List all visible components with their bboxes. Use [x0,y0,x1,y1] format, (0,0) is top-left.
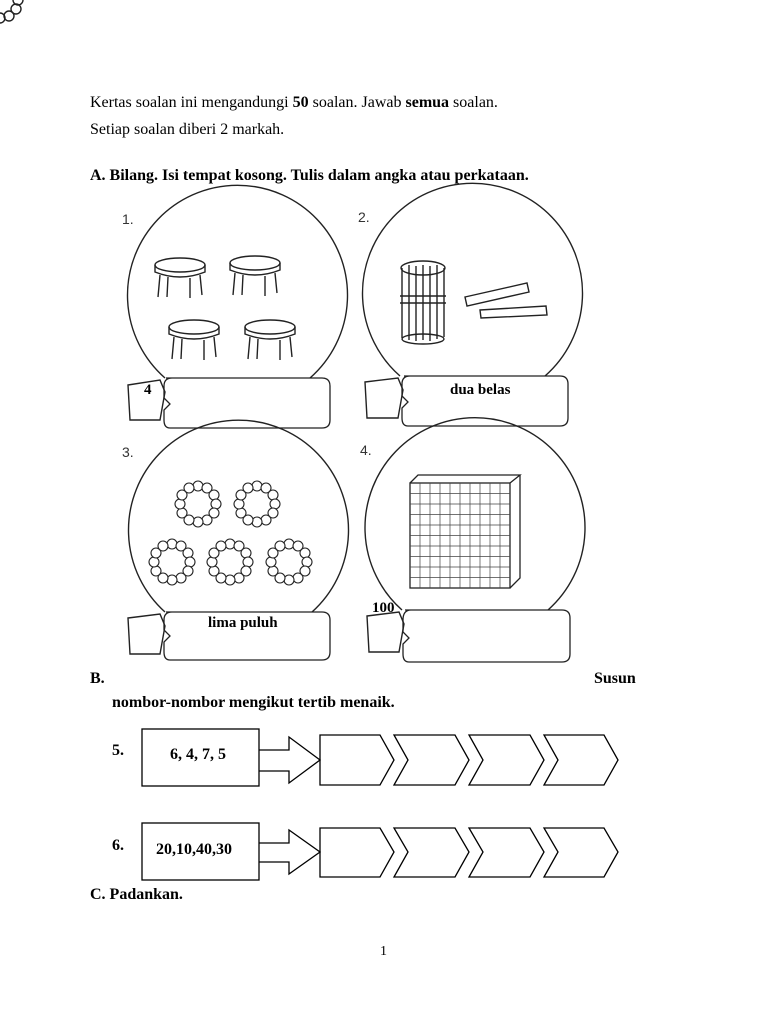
exercise-number-4: 4. [360,442,372,458]
given-value-4: 100 [372,600,395,616]
section-c-heading: C. Padankan. [90,886,183,903]
answer-slot [544,735,618,785]
section-b-instruction: nombor-nombor mengikut tertib menaik. [112,694,395,711]
section-b-label: B. [90,670,105,687]
answer-slot [320,828,394,877]
arrow-icon [259,737,320,783]
intro-line-1: Kertas soalan ini mengandungi 50 soalan. Jawab semua soalan. [90,94,498,111]
answer-slot [469,735,544,785]
section-a-heading: A. Bilang. Isi tempat kosong. Tulis dalam angka atau perkataan. [90,167,529,184]
question-count: 50 [292,94,309,111]
page-number: 1 [380,944,387,959]
answer-slot [320,735,394,785]
answer-slot [544,828,618,877]
given-value-1: 4 [144,382,152,398]
arrow-icon [259,830,320,874]
answer-slot [394,828,469,877]
given-numbers-6: 20,10,40,30 [156,841,232,858]
exercise-number-1: 1. [122,211,134,227]
all-word: semua [405,94,450,111]
answer-slot [394,735,469,785]
given-numbers-5: 6, 4, 7, 5 [170,746,226,763]
given-value-3: lima puluh [208,615,278,631]
exercise-number-3: 3. [122,444,134,460]
intro-line-2: Setiap soalan diberi 2 markah. [90,121,285,138]
question-number-6: 6. [112,837,124,854]
answer-slot [469,828,544,877]
question-number-5: 5. [112,742,124,759]
exercise-number-2: 2. [358,209,370,225]
given-value-2: dua belas [450,382,511,398]
section-b-instruction-word: Susun [594,670,636,687]
